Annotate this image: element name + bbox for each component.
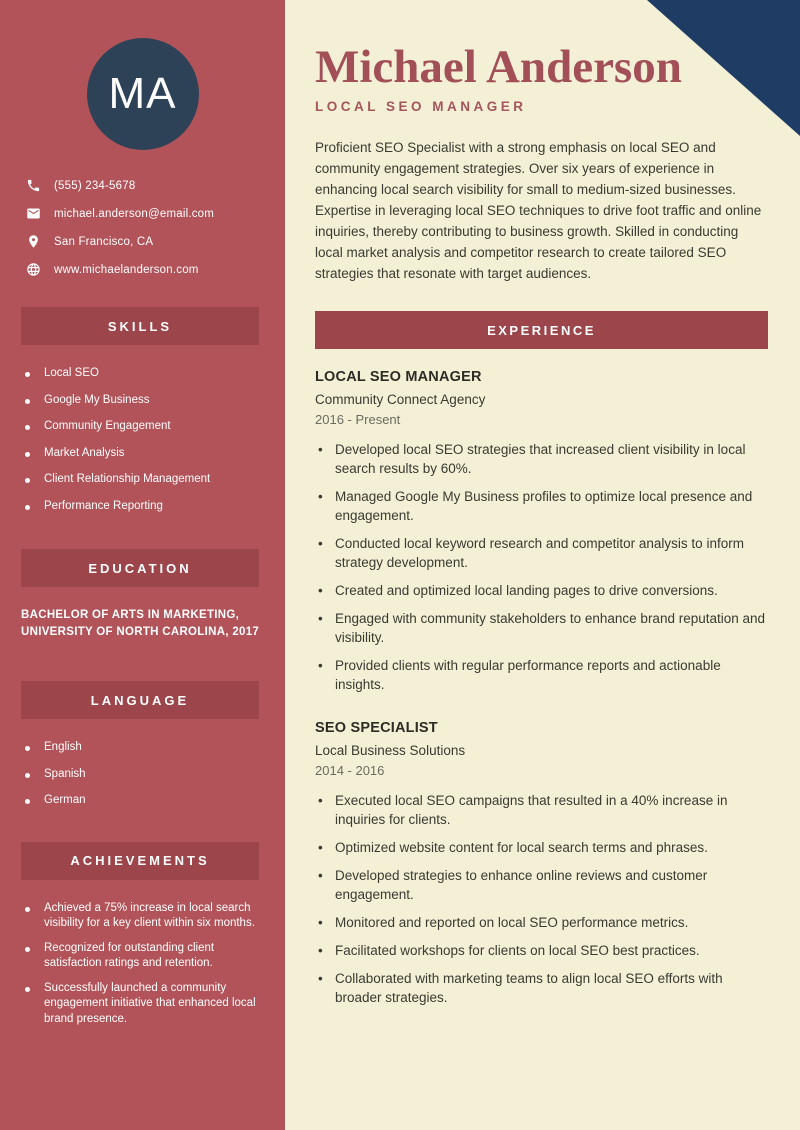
contact-location bbox=[26, 234, 271, 249]
skills-list bbox=[22, 366, 271, 514]
job-bullet: • Engaged with community stakeholders to enhance brand reputation and visibility. bbox=[315, 609, 768, 647]
job-bullet: • Managed Google My Business profiles to optimize local presence and engagement. bbox=[315, 487, 768, 525]
avatar bbox=[87, 38, 199, 150]
location-pin-icon bbox=[26, 234, 41, 249]
skill-item: Market Analysis bbox=[22, 446, 271, 462]
job-dates: 2016 - Present bbox=[315, 412, 401, 427]
contact-email-text: michael.anderson@email.com bbox=[54, 207, 215, 220]
education-section-header bbox=[21, 549, 259, 587]
language-section-header bbox=[21, 681, 259, 719]
language-list bbox=[22, 740, 271, 809]
contact-website-text: www.michaelanderson.com bbox=[54, 263, 199, 276]
job-bullet: • Developed local SEO strategies that increased client visibility in local search results by 60%. bbox=[315, 440, 768, 478]
avatar-initials: MA bbox=[108, 69, 177, 118]
language-item: Spanish bbox=[22, 767, 271, 783]
education-section-title: EDUCATION bbox=[88, 560, 192, 576]
email-icon bbox=[26, 206, 41, 221]
achievement-item: Recognized for outstanding client satisfaction ratings and retention. bbox=[22, 941, 271, 972]
skill-item: Google My Business bbox=[22, 393, 271, 409]
skill-item: Client Relationship Management bbox=[22, 472, 271, 488]
experience-section-title: EXPERIENCE bbox=[487, 322, 596, 338]
contact-email[interactable] bbox=[26, 206, 271, 221]
achievements-section-title: ACHIEVEMENTS bbox=[70, 853, 210, 868]
achievements-section-header bbox=[21, 842, 259, 880]
language-item: German bbox=[22, 793, 271, 809]
job-entry-seo-specialist bbox=[315, 720, 768, 1007]
contact-list bbox=[26, 178, 271, 277]
job-title: LOCAL SEO MANAGER bbox=[315, 369, 482, 385]
job-bullet: • Optimized website content for local search terms and phrases. bbox=[315, 838, 768, 857]
sidebar bbox=[0, 0, 285, 1130]
skills-section-header bbox=[21, 307, 259, 345]
experience-section-header bbox=[315, 311, 768, 349]
job-bullet: • Collaborated with marketing teams to align local SEO efforts with broader strategies. bbox=[315, 969, 768, 1007]
corner-triangle-decoration bbox=[647, 0, 800, 136]
language-section-title: LANGUAGE bbox=[90, 692, 190, 708]
achievement-item: Successfully launched a community engagement initiative that enhanced local brand presence. bbox=[22, 981, 271, 1028]
contact-website[interactable] bbox=[26, 262, 271, 277]
job-title: SEO SPECIALIST bbox=[315, 720, 438, 736]
globe-icon bbox=[26, 262, 41, 277]
main-content bbox=[285, 0, 800, 1130]
skill-item: Performance Reporting bbox=[22, 499, 271, 515]
achievements-list bbox=[22, 901, 271, 1028]
header-job-title: LOCAL SEO MANAGER bbox=[315, 99, 527, 114]
job-dates: 2014 - 2016 bbox=[315, 763, 385, 778]
job-bullet: • Provided clients with regular performance reports and actionable insights. bbox=[315, 656, 768, 694]
job-bullet: • Conducted local keyword research and competitor analysis to inform strategy development. bbox=[315, 534, 768, 572]
contact-phone-text: (555) 234-5678 bbox=[54, 179, 136, 192]
contact-phone bbox=[26, 178, 271, 193]
skill-item: Local SEO bbox=[22, 366, 271, 382]
job-entry-local-seo-manager bbox=[315, 369, 768, 694]
summary-text: Proficient SEO Specialist with a strong emphasis on local SEO and community engagement strategies. Over six years of experience in enhancing local search visibility for small to medium-sized businesses. Expertise in leveraging local SEO techniques to drive foot traffic and online inquiries, thereby contributing to business growth. Skilled in conducting local market analysis and competitor research to create tailored SEO strategies that resonate with target audiences. bbox=[315, 140, 762, 281]
job-company: Community Connect Agency bbox=[315, 392, 486, 407]
job-bullet-list bbox=[315, 440, 768, 694]
phone-icon bbox=[26, 178, 41, 193]
education-entry: BACHELOR OF ARTS IN MARKETING, UNIVERSITY OF NORTH CAROLINA, 2017 bbox=[21, 609, 260, 638]
skill-item: Community Engagement bbox=[22, 419, 271, 435]
job-bullet: • Executed local SEO campaigns that resulted in a 40% increase in inquiries for clients. bbox=[315, 791, 768, 829]
job-bullet: • Developed strategies to enhance online reviews and customer engagement. bbox=[315, 866, 768, 904]
language-item: English bbox=[22, 740, 271, 756]
contact-location-text: San Francisco, CA bbox=[54, 235, 154, 248]
job-bullet: • Created and optimized local landing pages to drive conversions. bbox=[315, 581, 768, 600]
page-title: Michael Anderson bbox=[315, 41, 682, 93]
achievement-item: Achieved a 75% increase in local search visibility for a key client within six months. bbox=[22, 901, 271, 932]
job-bullet-list bbox=[315, 791, 768, 1007]
job-company: Local Business Solutions bbox=[315, 743, 466, 758]
job-bullet: • Facilitated workshops for clients on local SEO best practices. bbox=[315, 941, 768, 960]
skills-section-title: SKILLS bbox=[107, 318, 173, 334]
job-bullet: • Monitored and reported on local SEO performance metrics. bbox=[315, 913, 768, 932]
